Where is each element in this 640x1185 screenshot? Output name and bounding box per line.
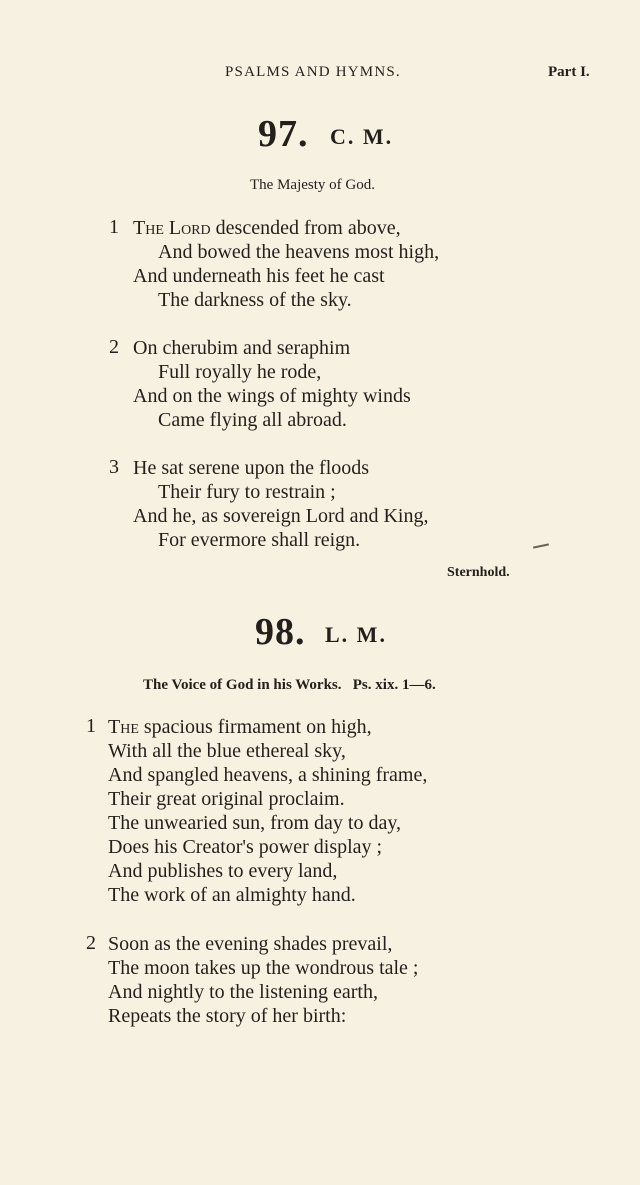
hymn-97-verse-3-line-2: Their fury to restrain ; [158,481,336,503]
part-label: Part I. [548,64,590,80]
stray-ink-mark [533,543,549,548]
hymn-98-title: The Voice of God in his Works. Ps. xix. 1—6. [143,677,436,693]
hymn-98-verse-2-number: 2 [86,932,96,954]
hymn-97-verse-1-number: 1 [109,216,119,238]
hymn-97-verse-2-line-4: Came flying all abroad. [158,409,347,431]
hymn-98-verse-2-line-2: The moon takes up the wondrous tale ; [108,957,419,979]
hymn-97-verse-2-line-1: On cherubim and seraphim [133,337,351,359]
hymn-97-verse-2-line-2: Full royally he rode, [158,361,322,383]
hymn-98-verse-1-first-word: The [108,716,139,738]
hymn-98-verse-1-line-8: The work of an almighty hand. [108,884,356,906]
hymn-98-verse-1-line-1-rest: spacious firmament on high, [138,716,372,738]
hymn-97-verse-1-line-1-rest: descended from above, [210,217,401,239]
hymn-98-verse-1-number: 1 [86,715,96,737]
hymn-98-verse-1-line-5: The unwearied sun, from day to day, [108,812,402,834]
hymn-97-verse-3-line-4: For evermore shall reign. [158,529,361,551]
hymn-97-verse-3-number: 3 [109,456,119,478]
hymn-97-verse-1-line-2: And bowed the heavens most high, [158,241,440,263]
hymn-98-verse-1-line-2: With all the blue ethereal sky, [108,740,346,762]
hymn-97-number: 97. [258,113,309,155]
hymn-97-verse-1-line-4: The darkness of the sky. [158,289,352,311]
hymn-98-verse-2-line-1: Soon as the evening shades prevail, [108,933,393,955]
hymn-97-verse-2-number: 2 [109,336,119,358]
hymn-97-verse-1-line-3: And underneath his feet he cast [133,265,385,287]
hymn-98-meter: L. M. [325,622,387,647]
hymn-97-author: Sternhold. [447,565,510,580]
hymn-97-verse-1-first-words: The Lord [133,217,211,239]
hymn-97-meter: C. M. [330,124,394,149]
hymn-98-verse-1-line-3: And spangled heavens, a shining frame, [108,764,428,786]
hymn-97-verse-1-line-1 [133,216,401,240]
hymn-98-verse-2-line-4: Repeats the story of her birth: [108,1005,347,1027]
hymn-97-title: The Majesty of God. [250,177,375,193]
hymn-98-verse-1-line-4: Their great original proclaim. [108,788,345,810]
hymn-97-verse-2-line-3: And on the wings of mighty winds [133,385,411,407]
hymn-97-verse-3-line-3: And he, as sovereign Lord and King, [133,505,429,527]
hymn-98-verse-1-line-6: Does his Creator's power display ; [108,836,383,858]
hymn-98-number: 98. [255,611,306,653]
hymn-97-verse-3-line-1: He sat serene upon the floods [133,457,370,479]
hymn-98-verse-1-line-1 [108,715,372,739]
hymn-98-verse-1-line-7: And publishes to every land, [108,860,338,882]
hymn-98-verse-2-line-3: And nightly to the listening earth, [108,981,378,1003]
running-title: PSALMS AND HYMNS. [225,64,401,80]
